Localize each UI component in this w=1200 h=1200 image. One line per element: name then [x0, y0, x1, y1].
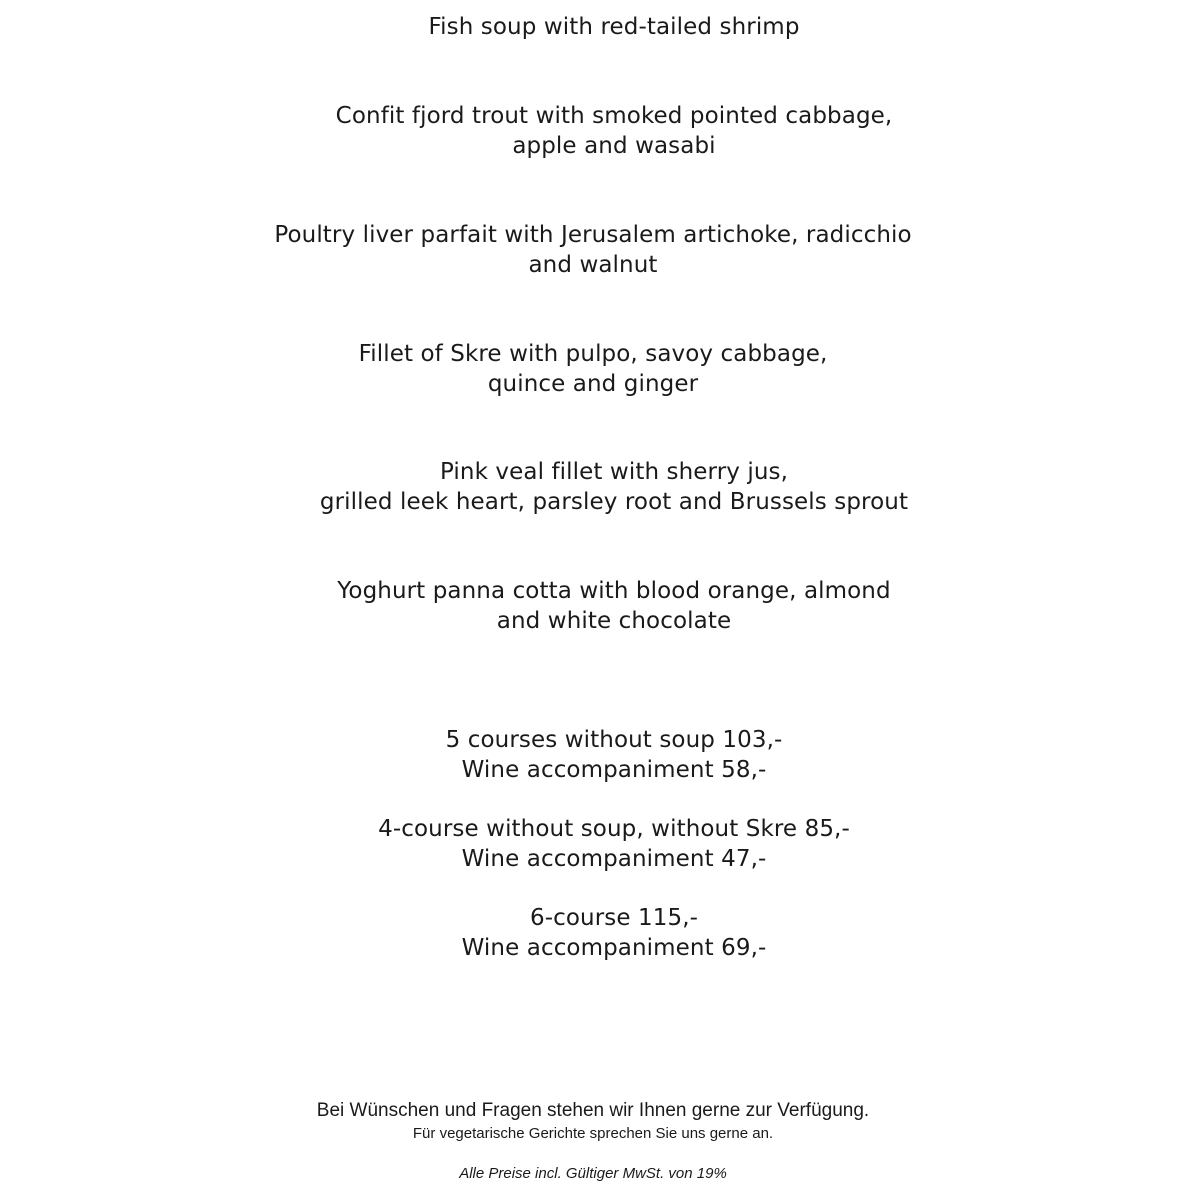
course-5-line-1: Pink veal fillet with sherry jus,: [439, 459, 789, 485]
course-2-line-1: Confit fjord trout with smoked pointed cabbage,: [335, 103, 893, 129]
requests-note: Bei Wünschen und Fragen stehen wir Ihnen gerne zur Verfügung.: [316, 1100, 870, 1121]
price-5-course: 5 courses without soup 103,-: [445, 727, 783, 753]
course-4-line-1: Fillet of Skre with pulpo, savoy cabbage,: [358, 341, 828, 367]
vegetarian-note: Für vegetarische Gerichte sprechen Sie uns gerne an.: [412, 1125, 774, 1142]
wine-price-5-course: Wine accompaniment 58,-: [461, 757, 767, 783]
course-6-line-1: Yoghurt panna cotta with blood orange, almond: [337, 578, 891, 604]
course-3-line-1: Poultry liver parfait with Jerusalem artichoke, radicchio: [274, 222, 912, 248]
course-1-line-1: Fish soup with red-tailed shrimp: [428, 14, 800, 40]
course-5-line-2: grilled leek heart, parsley root and Brussels sprout: [319, 489, 909, 515]
wine-price-6-course: Wine accompaniment 69,-: [461, 935, 767, 961]
course-2-line-2: apple and wasabi: [512, 133, 716, 159]
course-3-line-2: and walnut: [528, 252, 658, 278]
price-4-course: 4-course without soup, without Skre 85,-: [378, 816, 850, 842]
course-4-line-2: quince and ginger: [487, 371, 699, 397]
course-6-line-2: and white chocolate: [496, 608, 732, 634]
vat-note: Alle Preise incl. Gültiger MwSt. von 19%: [459, 1165, 727, 1182]
price-6-course: 6-course 115,-: [529, 905, 699, 931]
wine-price-4-course: Wine accompaniment 47,-: [461, 846, 767, 872]
